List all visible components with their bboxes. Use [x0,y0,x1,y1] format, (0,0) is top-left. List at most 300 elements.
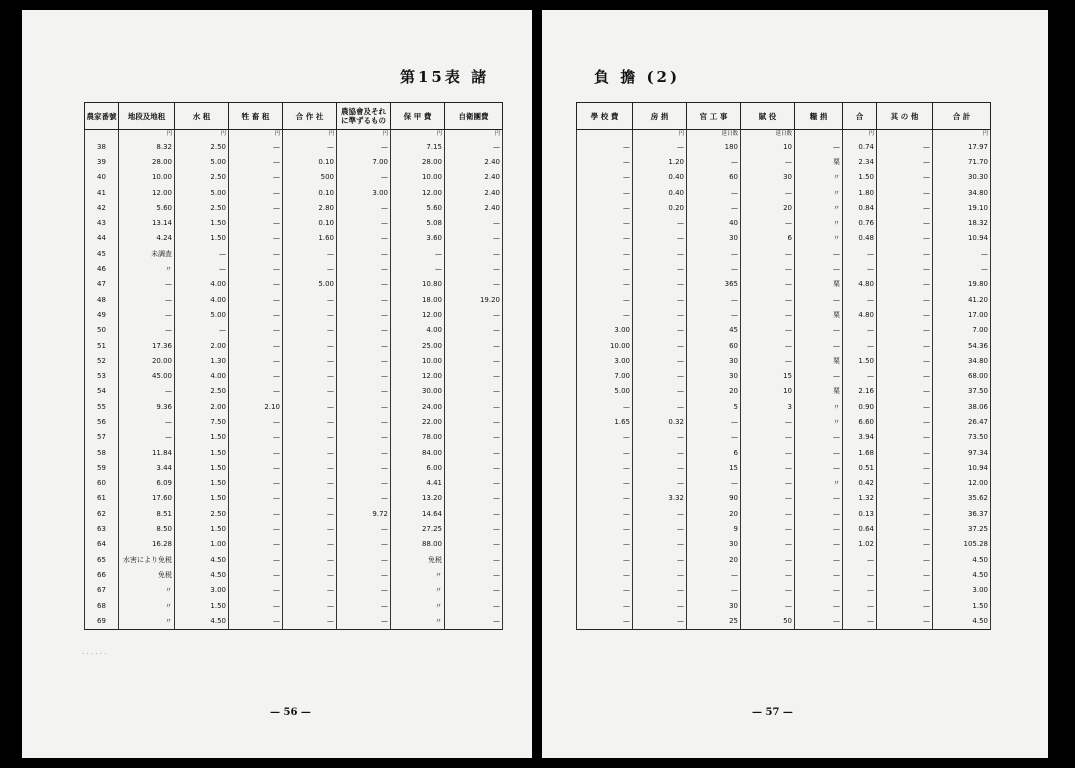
left-table-cell: 16.28 [119,537,175,552]
right-table-cell: 〃 [795,170,843,185]
right-table-cell: 10 [741,384,795,399]
left-table-cell: 60 [85,476,119,491]
right-table-cell: — [577,445,633,460]
right-col-header-0: 學 校 費 [577,103,633,130]
left-table-cell: — [445,261,503,276]
left-table-cell: 30.00 [391,384,445,399]
right-table-cell: 20 [687,384,741,399]
left-table-cell: — [283,307,337,322]
right-table-cell: — [877,368,933,383]
right-table-cell: 4.80 [843,277,877,292]
right-table-cell: — [687,185,741,200]
right-table-cell: 栗 [795,154,843,169]
left-table-cell: 53 [85,368,119,383]
left-col-header-2: 水 租 [175,103,229,130]
right-table-cell: — [795,460,843,475]
right-table-cell: — [877,476,933,491]
right-table-cell: 0.76 [843,215,877,230]
left-table-cell: 4.50 [175,613,229,629]
right-table-cell: — [877,384,933,399]
left-table-cell: — [337,567,391,582]
left-table-cell: 2.00 [175,338,229,353]
left-table-cell: — [283,261,337,276]
right-table-cell: 3.94 [843,430,877,445]
left-table-cell: 41 [85,185,119,200]
left-table-cell: 59 [85,460,119,475]
right-table-cell: — [577,567,633,582]
right-table-cell: — [577,583,633,598]
left-table-cell: 88.00 [391,537,445,552]
left-table-cell: 57 [85,430,119,445]
right-table-cell: — [577,460,633,475]
right-table-cell: 40 [687,215,741,230]
right-unit-cell [577,130,633,140]
right-table-cell: — [877,567,933,582]
left-table-cell: — [337,384,391,399]
right-table-cell: — [577,476,633,491]
right-table-cell: — [933,261,991,276]
left-table-cell: — [229,384,283,399]
right-table-cell: — [877,185,933,200]
right-table-cell: 3.32 [633,491,687,506]
left-table-cell: 1.00 [175,537,229,552]
right-table-cell: 0.84 [843,200,877,215]
left-table-cell: — [283,414,337,429]
right-table-cell: — [877,261,933,276]
left-table-cell: — [337,353,391,368]
left-table-cell: — [175,261,229,276]
left-table-cell: — [229,537,283,552]
right-table-cell: — [877,307,933,322]
right-table-cell: 5 [687,399,741,414]
left-table-cell: 10.00 [391,170,445,185]
right-col-header-5: 合 [843,103,877,130]
left-table-cell: — [445,338,503,353]
right-table-cell: — [577,613,633,629]
left-table-cell: — [337,231,391,246]
left-table-cell: 8.32 [119,139,175,154]
left-table-row [85,598,503,613]
right-table-cell: — [741,215,795,230]
right-unit-cell [795,130,843,140]
left-table-cell: — [337,583,391,598]
right-table-row [577,476,991,491]
right-table-cell: 20 [687,552,741,567]
left-table-cell: — [445,246,503,261]
right-table-row [577,261,991,276]
right-table-cell: — [741,476,795,491]
left-table-cell: 1.30 [175,353,229,368]
left-table-row [85,521,503,536]
left-table-cell: 7.00 [337,154,391,169]
right-table-cell: — [741,277,795,292]
right-table-cell: — [877,613,933,629]
right-table-cell: — [633,399,687,414]
right-table-cell: — [795,521,843,536]
left-table-cell: 56 [85,414,119,429]
right-table-cell: — [877,338,933,353]
left-table-cell: 4.00 [175,292,229,307]
right-table-cell: 9 [687,521,741,536]
left-table-cell: 49 [85,307,119,322]
left-table-cell: — [229,567,283,582]
right-table-cell: — [577,537,633,552]
right-table-cell: 34.80 [933,185,991,200]
right-table-cell: — [633,384,687,399]
right-table-row [577,353,991,368]
right-table-cell: — [741,261,795,276]
right-table-cell: 6.60 [843,414,877,429]
left-table-cell: — [445,583,503,598]
left-table-cell: 5.00 [175,185,229,200]
left-table-cell: — [229,139,283,154]
left-table-cell: 9.36 [119,399,175,414]
left-table-cell: 4.41 [391,476,445,491]
right-table-cell: 41.20 [933,292,991,307]
right-table-cell: 10.94 [933,460,991,475]
left-table-cell: 66 [85,567,119,582]
right-col-header-7: 合 計 [933,103,991,130]
right-table-header [577,103,991,130]
left-table-row [85,476,503,491]
right-table-cell: 4.50 [933,613,991,629]
right-table-cell: — [843,292,877,307]
left-table-row [85,292,503,307]
right-table-cell: — [741,307,795,322]
right-table-row [577,277,991,292]
right-table-row [577,292,991,307]
right-table-row [577,246,991,261]
right-table-cell: — [843,368,877,383]
right-table-cell: — [877,460,933,475]
left-table-cell: 〃 [391,567,445,582]
left-table-row [85,170,503,185]
right-table-cell: 1.20 [633,154,687,169]
left-table-cell: 54 [85,384,119,399]
right-table-cell: 栗 [795,277,843,292]
left-table-cell: — [445,552,503,567]
right-table-cell: 4.80 [843,307,877,322]
left-table-cell: — [445,353,503,368]
right-table-cell: — [633,139,687,154]
right-table-cell: — [577,292,633,307]
left-table-cell: — [229,307,283,322]
right-table-cell: — [633,598,687,613]
right-table-cell: 19.10 [933,200,991,215]
left-table-cell: — [283,598,337,613]
right-table-cell: 1.50 [843,170,877,185]
right-table-cell: 〃 [795,215,843,230]
left-table-cell: — [119,384,175,399]
left-table-cell: — [229,231,283,246]
right-table-cell: — [795,261,843,276]
left-table-cell: — [445,460,503,475]
left-table-cell: 45.00 [119,368,175,383]
left-units-row [85,130,503,140]
left-table-cell: — [229,353,283,368]
right-table-cell: — [577,231,633,246]
right-table-cell: 10.94 [933,231,991,246]
left-table-cell: — [229,445,283,460]
left-table-row [85,231,503,246]
left-table-cell: 62 [85,506,119,521]
left-table-cell: — [175,246,229,261]
left-table-cell: 7.50 [175,414,229,429]
right-table-cell: 1.02 [843,537,877,552]
left-table-cell: 1.50 [175,231,229,246]
left-table-row [85,583,503,598]
right-table-row [577,460,991,475]
left-table [84,102,503,630]
left-table-cell: 2.50 [175,170,229,185]
right-table-cell: 10 [741,139,795,154]
right-table-row [577,139,991,154]
right-table-row [577,552,991,567]
left-table-cell: 2.00 [175,399,229,414]
right-table-row [577,430,991,445]
right-table-cell: — [633,567,687,582]
left-table-row [85,445,503,460]
left-table-cell: 4.24 [119,231,175,246]
left-table-cell: — [229,506,283,521]
right-table-cell: — [877,537,933,552]
left-table-cell: 28.00 [119,154,175,169]
right-table-row [577,170,991,185]
left-table-row [85,384,503,399]
left-table-cell: — [337,460,391,475]
right-table-cell: — [687,200,741,215]
left-table-cell: — [445,567,503,582]
right-table-cell: — [795,445,843,460]
left-col-header-1: 地段及地租 [119,103,175,130]
left-table-cell: 〃 [391,613,445,629]
left-table-cell: — [229,460,283,475]
right-table-cell: — [577,552,633,567]
left-table-cell: — [229,338,283,353]
right-table-cell: — [795,506,843,521]
right-table-cell: — [741,506,795,521]
left-table-cell: 64 [85,537,119,552]
left-table-row [85,246,503,261]
right-table-cell: 17.97 [933,139,991,154]
right-table-cell: 34.80 [933,353,991,368]
left-table-cell: 〃 [119,261,175,276]
left-table-cell: 25.00 [391,338,445,353]
right-table-cell: 0.48 [843,231,877,246]
right-table-cell: — [877,506,933,521]
left-table-cell: — [337,613,391,629]
right-table-cell: 36.37 [933,506,991,521]
right-table-cell: 12.00 [933,476,991,491]
right-table-cell: 栗 [795,384,843,399]
right-table-cell: — [741,323,795,338]
left-col-header-3: 牲 畜 租 [229,103,283,130]
left-col-header-7: 自衛團費 [445,103,503,130]
right-table-cell: — [633,537,687,552]
right-table-cell: — [843,613,877,629]
left-table-cell: 5.00 [175,307,229,322]
left-table-cell: 2.80 [283,200,337,215]
right-table-row [577,598,991,613]
left-table-cell: 11.84 [119,445,175,460]
right-table-cell: 97.34 [933,445,991,460]
right-table-cell: 1.65 [577,414,633,429]
right-table-cell: 30 [687,231,741,246]
right-table-row [577,491,991,506]
right-table-cell: 7.00 [577,368,633,383]
left-table-cell: — [283,139,337,154]
right-table-cell: 20 [687,506,741,521]
left-table-cell: 〃 [391,598,445,613]
left-table-cell: 20.00 [119,353,175,368]
left-table-row [85,613,503,629]
left-table-cell: 5.60 [391,200,445,215]
left-table-cell: — [337,368,391,383]
right-table-cell: — [577,139,633,154]
left-table-row [85,368,503,383]
right-unit-cell: 円 [843,130,877,140]
right-table-cell: — [877,399,933,414]
left-table-cell: 9.72 [337,506,391,521]
right-table-cell: — [741,292,795,307]
left-table-cell: 44 [85,231,119,246]
left-table-cell: — [283,506,337,521]
left-unit-cell: 円 [391,130,445,140]
left-table-cell: 68 [85,598,119,613]
right-unit-cell [877,130,933,140]
right-table-cell: 25 [687,613,741,629]
left-table-cell: — [283,567,337,582]
right-table-cell: — [933,246,991,261]
right-table-cell: — [687,476,741,491]
right-table-cell: — [877,353,933,368]
left-table-cell: 58 [85,445,119,460]
right-page-number: — 57 — [752,707,793,718]
right-table-cell: — [741,185,795,200]
left-table-row [85,430,503,445]
right-table-cell: — [687,583,741,598]
right-table-cell: — [795,323,843,338]
right-table-cell: 26.47 [933,414,991,429]
right-table-cell: — [877,200,933,215]
left-table-cell: 6.09 [119,476,175,491]
right-table-cell: — [877,246,933,261]
right-table-cell: 栗 [795,353,843,368]
right-table-row [577,154,991,169]
left-table-cell: — [229,414,283,429]
left-table-cell: 52 [85,353,119,368]
left-table-cell: — [445,414,503,429]
right-table-row [577,215,991,230]
left-table-cell: — [229,491,283,506]
right-table-cell: — [577,399,633,414]
left-table-cell: — [283,460,337,475]
left-table-cell: 1.50 [175,598,229,613]
right-table-cell: — [577,261,633,276]
left-table-row [85,139,503,154]
right-table-cell: — [843,246,877,261]
left-table-cell: — [229,200,283,215]
right-table-cell: — [633,292,687,307]
left-table-cell: 5.00 [283,277,337,292]
right-table-cell: 19.80 [933,277,991,292]
left-table-cell: 4.00 [175,277,229,292]
left-unit-cell: 円 [119,130,175,140]
right-table-cell: 71.70 [933,154,991,169]
right-table-cell: — [877,170,933,185]
right-table-cell: 30 [741,170,795,185]
left-page [22,10,532,758]
right-table-cell: 0.13 [843,506,877,521]
right-table-cell: — [633,338,687,353]
left-bleed-text: · · · · · · [82,650,107,658]
right-table-cell: — [877,583,933,598]
left-table-cell: — [119,430,175,445]
right-table-cell: — [577,185,633,200]
right-table-cell: — [877,445,933,460]
left-table-cell: 13.20 [391,491,445,506]
right-table-cell: 〃 [795,414,843,429]
right-table-cell: 15 [687,460,741,475]
left-table-cell: 6.00 [391,460,445,475]
left-table-cell: — [337,200,391,215]
left-table-cell: — [119,277,175,292]
right-table-row [577,506,991,521]
right-col-header-1: 房 捐 [633,103,687,130]
left-table-cell: 2.40 [445,170,503,185]
right-unit-cell: 円 [633,130,687,140]
left-table-cell: — [229,277,283,292]
right-table-cell: 0.90 [843,399,877,414]
left-unit-cell: 円 [175,130,229,140]
left-table-cell: 4.00 [391,323,445,338]
right-table-cell: — [795,292,843,307]
left-table-cell: 0.10 [283,154,337,169]
left-table-cell: 19.20 [445,292,503,307]
left-table-cell: — [283,399,337,414]
left-table-cell: — [337,414,391,429]
right-table-cell: — [577,521,633,536]
left-table-cell: — [337,445,391,460]
right-table-cell: 2.34 [843,154,877,169]
right-table-cell: — [577,506,633,521]
left-table-row [85,323,503,338]
right-table-cell: 45 [687,323,741,338]
right-table-cell: 30.30 [933,170,991,185]
left-table-cell: 0.10 [283,185,337,200]
left-table-cell: — [229,583,283,598]
right-table-cell: 180 [687,139,741,154]
right-table-cell: — [687,261,741,276]
left-table-cell: 55 [85,399,119,414]
right-table-cell: — [795,613,843,629]
right-table-cell: 60 [687,338,741,353]
left-table-cell: 14.64 [391,506,445,521]
right-table-cell: 7.00 [933,323,991,338]
right-table-cell: — [633,445,687,460]
left-table-row [85,491,503,506]
right-table-cell: — [741,460,795,475]
right-table-row [577,583,991,598]
left-table-cell: — [337,261,391,276]
right-table-cell: — [741,583,795,598]
left-table-cell: 2.50 [175,506,229,521]
left-table-cell: — [337,521,391,536]
right-table-cell: 35.62 [933,491,991,506]
left-table-cell: — [283,491,337,506]
left-table-cell: — [445,231,503,246]
right-table-cell: — [795,567,843,582]
